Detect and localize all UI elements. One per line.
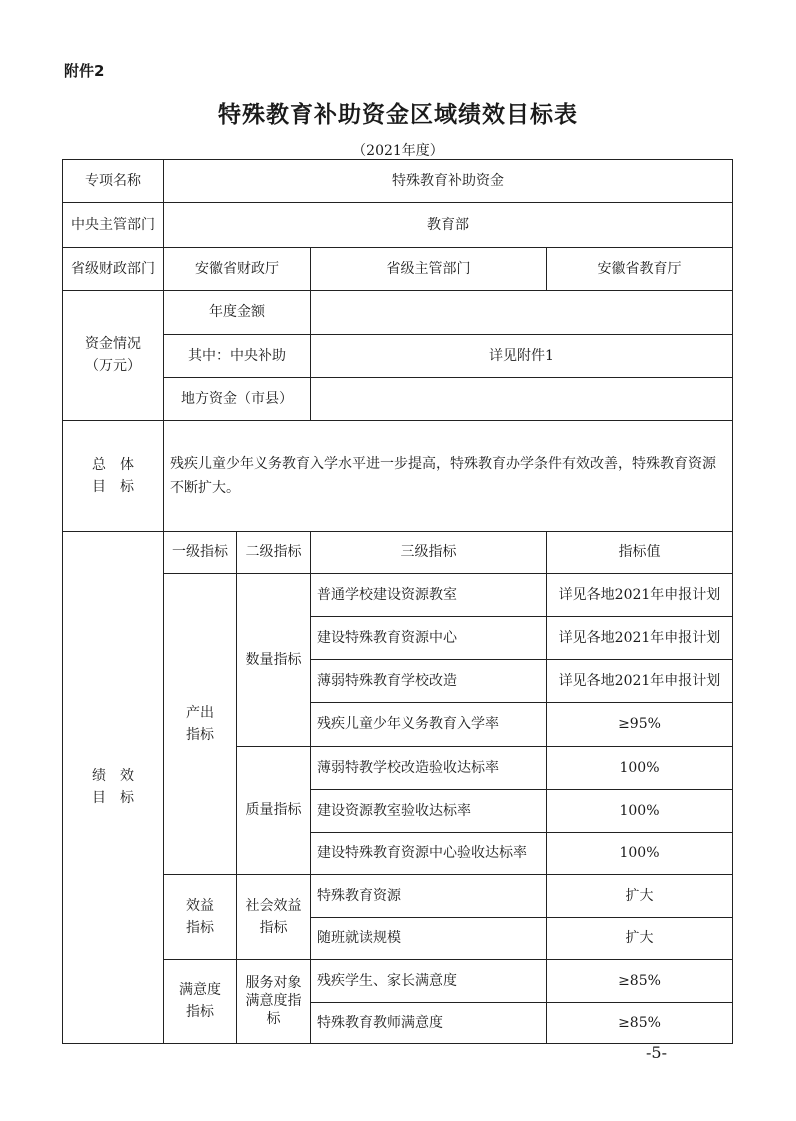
performance-table [62,159,733,1044]
local-funds-label: 地方资金（市县） [163,377,311,421]
output-row-7-value: 100% [546,832,733,875]
benefit-row-1-value: 扩大 [546,874,733,918]
output-row-4-indicator: 残疾儿童少年义务教育入学率 [310,702,547,747]
prov-dept-label: 省级主管部门 [310,247,547,291]
performance-goal-label [62,531,164,1044]
central-dept-value: 教育部 [163,202,733,248]
service-satisfaction-line3: 标 [266,1011,281,1027]
satisfaction-row-1-value: ≥85% [546,959,733,1003]
output-indicator-label [163,573,237,875]
funds-label-line1: 资金情况 [85,336,141,352]
page-number: -5- [646,1043,667,1062]
prov-finance-value: 安徽省财政厅 [163,247,311,291]
benefit-indicator-line2: 指标 [186,919,214,936]
output-row-5-value: 100% [546,746,733,790]
prov-dept-value: 安徽省教育厅 [546,247,733,291]
satisfaction-indicator-line2: 指标 [186,1004,214,1020]
benefit-indicator-line1: 效益 [186,897,214,914]
output-row-7-indicator: 建设特殊教育资源中心验收达标率 [310,832,547,875]
output-row-6-indicator: 建设资源教室验收达标率 [310,789,547,833]
central-dept-label: 中央主管部门 [62,202,164,248]
service-satisfaction-line2: 满意度指 [245,993,302,1009]
quantity-indicator-label: 数量指标 [236,573,311,747]
funds-label [62,290,164,421]
col-header-value: 指标值 [546,531,733,574]
benefit-row-1-indicator: 特殊教育资源 [310,874,547,918]
local-funds-value [310,377,733,421]
project-name-label: 专项名称 [62,159,164,203]
satisfaction-indicator-line1: 满意度 [179,982,221,998]
social-benefit-label [236,874,311,960]
annual-amount-label: 年度金额 [163,290,311,335]
output-row-2-value: 详见各地2021年申报计划 [546,616,733,660]
output-row-6-value: 100% [546,789,733,833]
quality-indicator-label: 质量指标 [236,746,311,875]
output-row-4-value: ≥95% [546,702,733,747]
overall-goal-label [62,420,164,532]
performance-goal-label-line1: 绩 效 [92,768,134,784]
attachment-label: 附件2 [64,62,105,80]
prov-finance-label: 省级财政部门 [62,247,164,291]
benefit-indicator-label [163,874,237,960]
service-satisfaction-label [236,959,311,1044]
year-label: （2021年度） [352,143,444,159]
benefit-row-2-value: 扩大 [546,917,733,960]
col-header-level2: 二级指标 [236,531,311,574]
overall-goal-text: 残疾儿童少年义务教育入学水平进一步提高，特殊教育办学条件有效改善，特殊教育资源不断扩大。 [163,420,733,532]
output-row-3-indicator: 薄弱特殊教育学校改造 [310,659,547,703]
satisfaction-row-1-indicator: 残疾学生、家长满意度 [310,959,547,1003]
output-indicator-line1: 产出 [186,704,214,721]
service-satisfaction-line1: 服务对象 [245,975,302,991]
performance-goal-label-line2: 目 标 [92,790,134,806]
project-name-value: 特殊教育补助资金 [163,159,733,203]
satisfaction-indicator-label [163,959,237,1044]
central-subsidy-label: 其中：中央补助 [163,334,311,378]
document-title: 特殊教育补助资金区域绩效目标表 [218,101,578,128]
output-row-2-indicator: 建设特殊教育资源中心 [310,616,547,660]
benefit-row-2-indicator: 随班就读规模 [310,917,547,960]
annual-amount-value [310,290,733,335]
output-indicator-line2: 指标 [186,726,214,743]
satisfaction-row-2-indicator: 特殊教育教师满意度 [310,1002,547,1044]
social-benefit-line1: 社会效益 [245,897,302,914]
output-row-3-value: 详见各地2021年申报计划 [546,659,733,703]
social-benefit-line2: 指标 [259,919,288,936]
satisfaction-row-2-value: ≥85% [546,1002,733,1044]
overall-goal-label-line1: 总 体 [92,456,134,473]
central-subsidy-value: 详见附件1 [310,334,733,378]
funds-label-line2: （万元） [85,358,141,374]
col-header-level3: 三级指标 [310,531,547,574]
overall-goal-label-line2: 目 标 [92,478,134,495]
output-row-1-value: 详见各地2021年申报计划 [546,573,733,617]
output-row-1-indicator: 普通学校建设资源教室 [310,573,547,617]
col-header-level1: 一级指标 [163,531,237,574]
output-row-5-indicator: 薄弱特教学校改造验收达标率 [310,746,547,790]
